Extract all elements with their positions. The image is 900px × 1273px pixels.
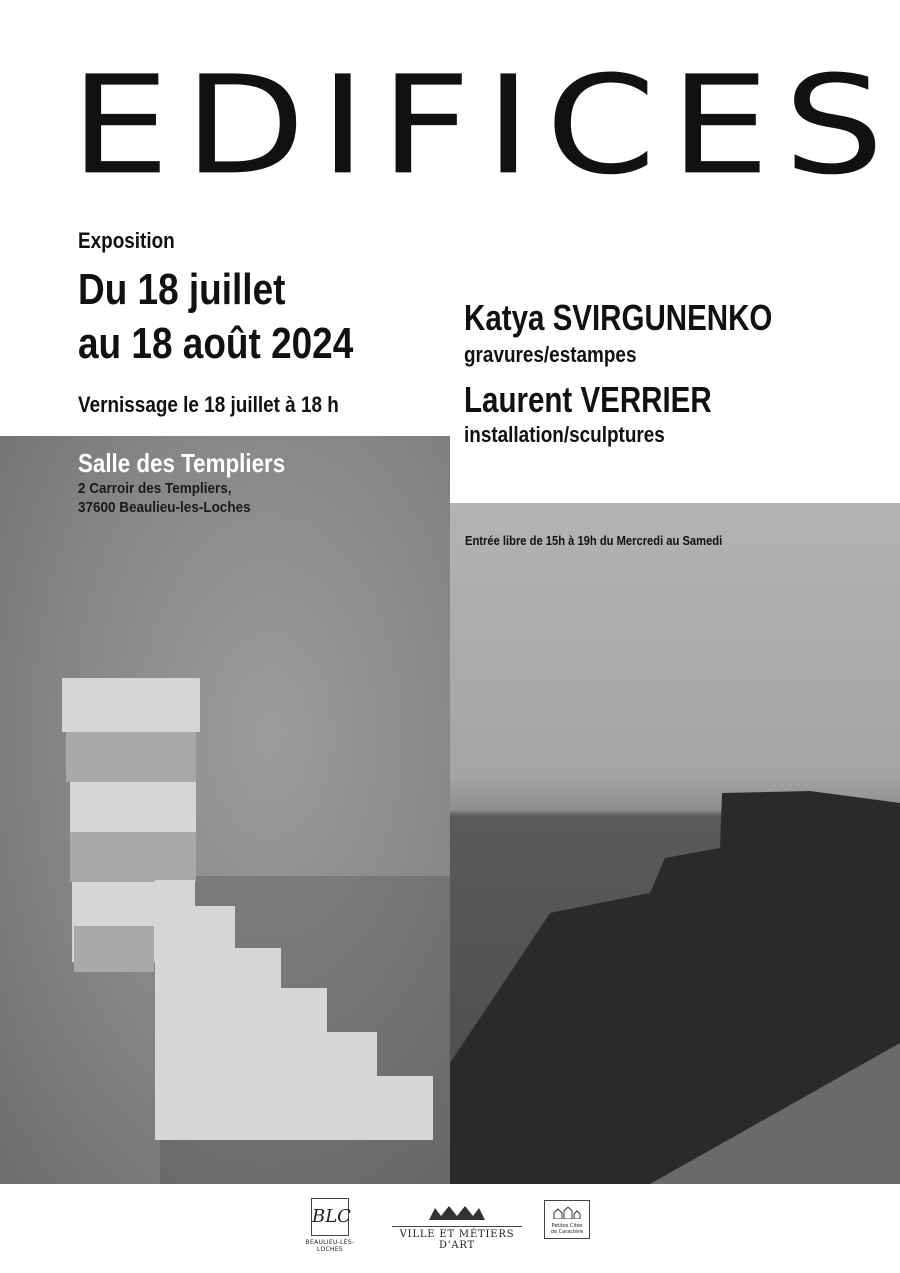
- venue-name: Salle des Templiers: [78, 448, 286, 478]
- beaulieu-logo: [295, 1198, 365, 1253]
- crown-icon: [427, 1204, 487, 1222]
- poster-title: EDIFICES: [70, 46, 899, 206]
- artist-name-2: Laurent VERRIER: [464, 379, 712, 420]
- blc-caption: BEAULIEU-LÈS-LOCHES: [305, 1239, 355, 1253]
- artist-discipline-2: installation/sculptures: [464, 422, 665, 447]
- petites-cites-logo: [544, 1200, 590, 1239]
- sculpture-photo: [0, 436, 450, 1184]
- ville-metiers-art-logo: [392, 1204, 522, 1251]
- pcc-caption-2: de Caractère: [550, 1229, 584, 1235]
- venue-address-line-1: 2 Carroir des Templiers,: [78, 480, 232, 497]
- engraving-print: [450, 503, 900, 1184]
- exhibition-label: Exposition: [78, 228, 175, 253]
- engraving-shapes: [450, 503, 900, 1184]
- opening-hours: Entrée libre de 15h à 19h du Mercredi au Samedi: [465, 533, 723, 548]
- blc-mark: BLC: [311, 1198, 349, 1236]
- artist-name-1: Katya SVIRGUNENKO: [464, 297, 773, 338]
- exhibition-date-end: au 18 août 2024: [78, 319, 354, 368]
- venue-block: [78, 448, 319, 517]
- houses-icon: [552, 1207, 582, 1219]
- vernissage-info: Vernissage le 18 juillet à 18 h: [78, 392, 339, 417]
- exhibition-date-start: Du 18 juillet: [78, 265, 286, 314]
- pcc-caption-1: Petites Cités: [551, 1223, 583, 1229]
- pcc-box: [544, 1200, 590, 1239]
- artist-discipline-1: gravures/estampes: [464, 342, 637, 367]
- vma-caption: VILLE ET MÉTIERS D'ART: [392, 1226, 522, 1251]
- venue-address-line-2: 37600 Beaulieu-les-Loches: [78, 499, 251, 516]
